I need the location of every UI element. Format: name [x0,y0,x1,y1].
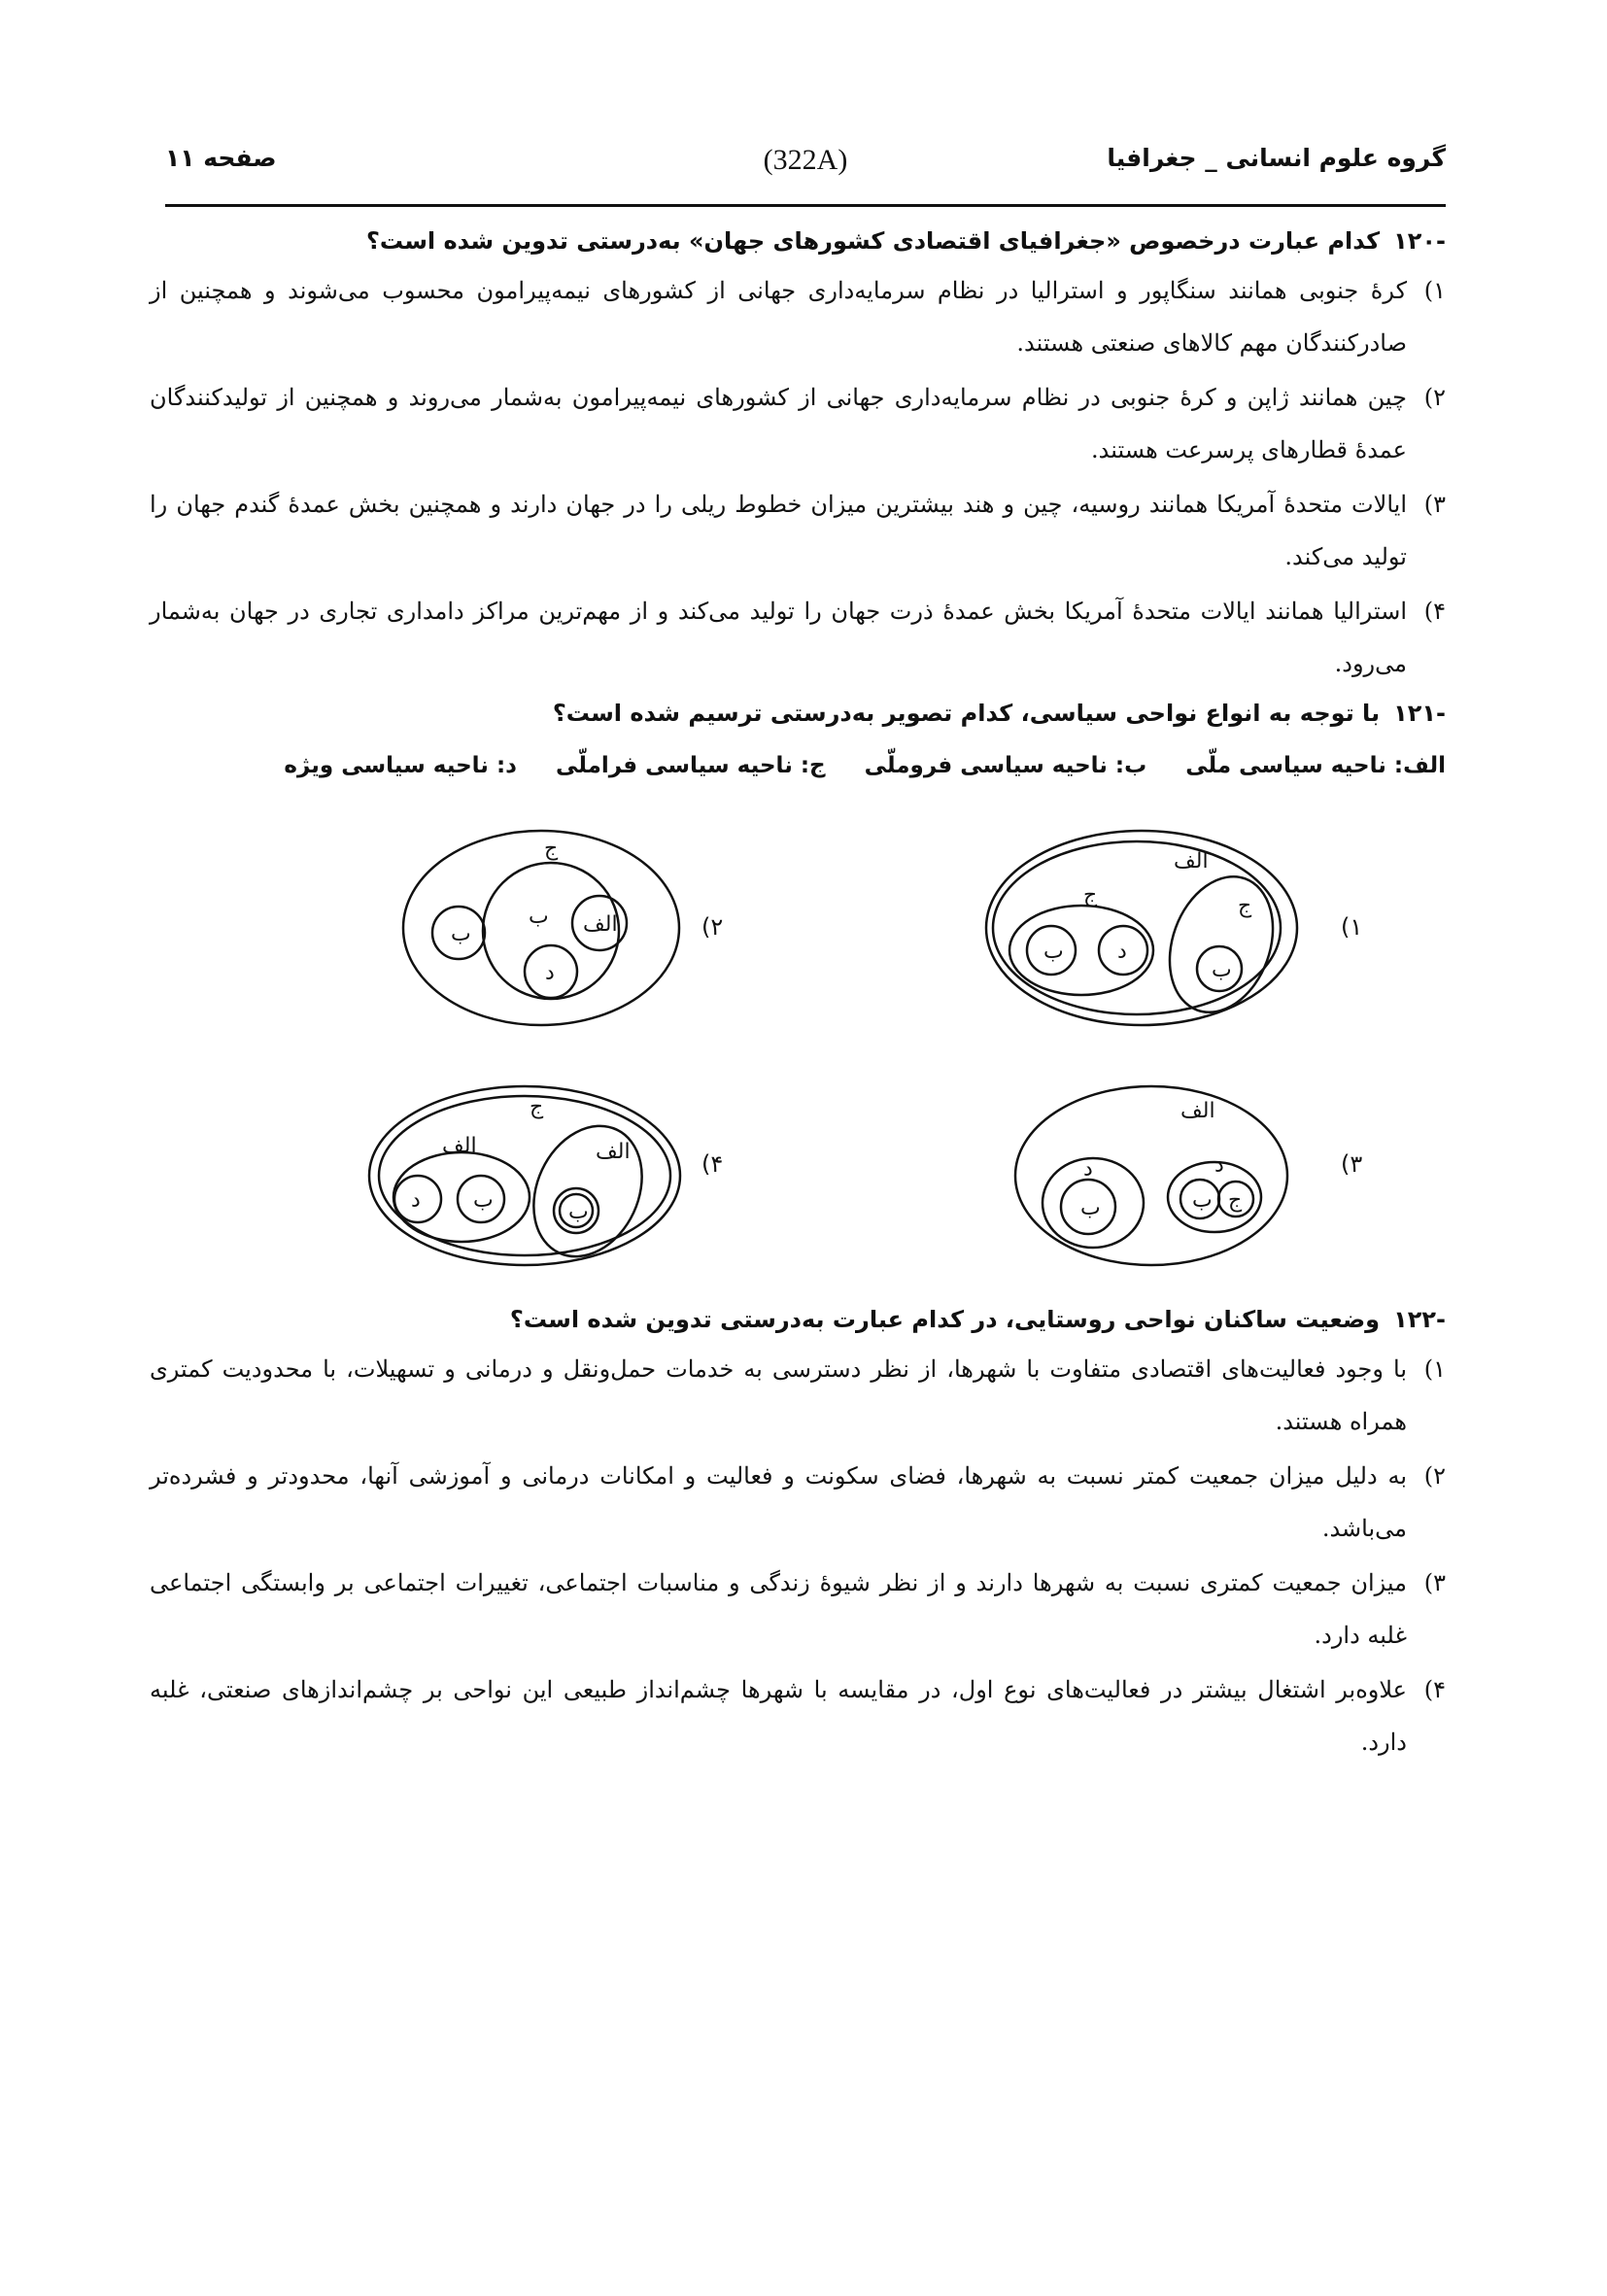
label-be: ب [568,1200,589,1224]
label-be: ب [1080,1196,1101,1220]
option-text: چین همانند ژاپن و کرهٔ جنوبی در نظام سرمایه‌داری جهانی از کشورهای نیمه‌پیرامون به‌شمار می‌روند و همچنین از تولیدکنندگان عمدهٔ قطارهای پرسرعت هستند. [150,384,1407,463]
label-dal: د [1117,940,1127,964]
label-dal: د [411,1188,421,1213]
question-121 [144,692,1446,787]
diagram-4 [364,1079,685,1273]
diagram-2-label[interactable]: ۲) [701,913,724,941]
label-jim: ج [1083,883,1098,908]
option-text: به دلیل میزان جمعیت کمتر نسبت به شهرها، فضای سکونت و فعالیت و امکانات درمانی و آموزشی آنها، محدودتر و فشرده‌تر می‌باشد. [150,1462,1407,1542]
option-number: ۳) [1423,1569,1446,1596]
question-120-option-4[interactable] [144,585,1446,690]
question-121-number: -۱۲۱ [1393,700,1446,727]
option-number: ۲) [1423,384,1446,411]
question-120-option-2[interactable] [144,371,1446,476]
definition-alef: الف: ناحیه سیاسی ملّی [1185,753,1446,778]
label-dal: د [545,961,555,985]
label-jim: ج [530,1095,544,1119]
option-number: ۱) [1423,277,1446,304]
option-number: ۲) [1423,1462,1446,1490]
question-120-option-1[interactable] [144,264,1446,369]
question-121-text: با توجه به انواع نواحی سیاسی، کدام تصویر به‌درستی ترسیم شده است؟ [552,700,1381,727]
question-122-number: -۱۲۲ [1393,1306,1446,1333]
diagram-1 [981,826,1302,1030]
diagram-3 [1010,1079,1292,1273]
diagram-2 [400,826,682,1030]
question-122 [144,1298,1446,1768]
question-120-title [144,220,1446,262]
diagram-3-label[interactable]: ۳) [1341,1150,1363,1178]
option-text: با وجود فعالیت‌های اقتصادی متفاوت با شهرها، از نظر دسترسی به خدمات حمل‌ونقل و درمانی و تسهیلات، با محدودیت کمتری همراه هستند. [150,1355,1407,1435]
page-header [165,144,1446,188]
option-text: میزان جمعیت کمتری نسبت به شهرها دارند و از نظر شیوهٔ زندگی و مناسبات اجتماعی، تغییرات اجتماعی بر وابستگی اجتماعی غلبه دارد. [150,1569,1407,1649]
label-jim: ج [1228,1188,1243,1213]
label-be: ب [1212,958,1232,982]
subject-title: گروه علوم انسانی _ جغرافیا [1107,144,1446,172]
label-dal: د [1214,1153,1224,1178]
question-121-title [144,692,1446,735]
label-jim: ج [544,837,559,861]
definition-be: ب: ناحیه سیاسی فروملّی [864,753,1147,778]
question-122-option-1[interactable] [144,1343,1446,1448]
diagram-4-label[interactable]: ۴) [701,1150,724,1178]
definition-jim: ج: ناحیه سیاسی فراملّی [555,753,826,778]
option-text: ایالات متحدهٔ آمریکا همانند روسیه، چین و هند بیشترین میزان خطوط ریلی را در جهان دارند و همچنین بخش عمدهٔ گندم جهان را تولید می‌کند. [150,491,1407,570]
definition-dal: د: ناحیه سیاسی ویژه [284,753,517,778]
question-120-number: -۱۲۰ [1393,227,1446,255]
page-number: صفحه ۱۱ [165,144,277,172]
question-122-text: وضعیت ساکنان نواحی روستایی، در کدام عبارت به‌درستی تدوین شده است؟ [509,1306,1381,1333]
label-alef: الف [1180,1099,1215,1123]
label-dal: د [1083,1157,1093,1182]
diagram-1-label[interactable]: ۱) [1341,913,1363,941]
label-be: ب [1192,1188,1213,1213]
region-definitions [144,744,1446,787]
question-122-option-4[interactable] [144,1663,1446,1768]
option-number: ۴) [1423,1676,1446,1703]
label-be: ب [451,922,471,946]
question-120 [144,220,1446,690]
option-number: ۱) [1423,1355,1446,1383]
question-120-text: کدام عبارت درخصوص «جغرافیای اقتصادی کشورهای جهان» به‌درستی تدوین شده است؟ [366,227,1381,255]
label-alef: الف [1174,849,1209,874]
question-122-option-3[interactable] [144,1557,1446,1662]
option-text: علاوه‌بر اشتغال بیشتر در فعالیت‌های نوع اول، در مقایسه با شهرها چشم‌انداز طبیعی این نواحی بر چشم‌اندازهای صنعتی، غلبه دارد. [150,1676,1408,1756]
option-text: کرهٔ جنوبی همانند سنگاپور و استرالیا در نظام سرمایه‌داری جهانی از کشورهای نیمه‌پیرامون محسوب می‌شوند و همچنین از صادرکنندگان مهم کالاهای صنعتی هستند. [150,277,1407,357]
option-number: ۳) [1423,491,1446,518]
label-be: ب [529,905,549,929]
label-alef: الف [596,1140,631,1164]
question-122-title [144,1298,1446,1341]
label-be: ب [1043,940,1064,964]
option-text: استرالیا همانند ایالات متحدهٔ آمریکا بخش عمدهٔ ذرت جهان را تولید می‌کند و از مهم‌ترین مراکز دامداری تجاری در جهان به‌شمار می‌رود. [150,598,1407,677]
label-be: ب [473,1188,494,1213]
question-122-option-2[interactable] [144,1450,1446,1555]
header-divider [165,204,1446,207]
booklet-code: (322A) [763,144,848,176]
label-alef: الف [442,1134,477,1158]
label-jim: ج [1238,894,1252,918]
question-120-option-3[interactable] [144,478,1446,583]
label-alef: الف [583,912,618,937]
option-number: ۴) [1423,598,1446,625]
